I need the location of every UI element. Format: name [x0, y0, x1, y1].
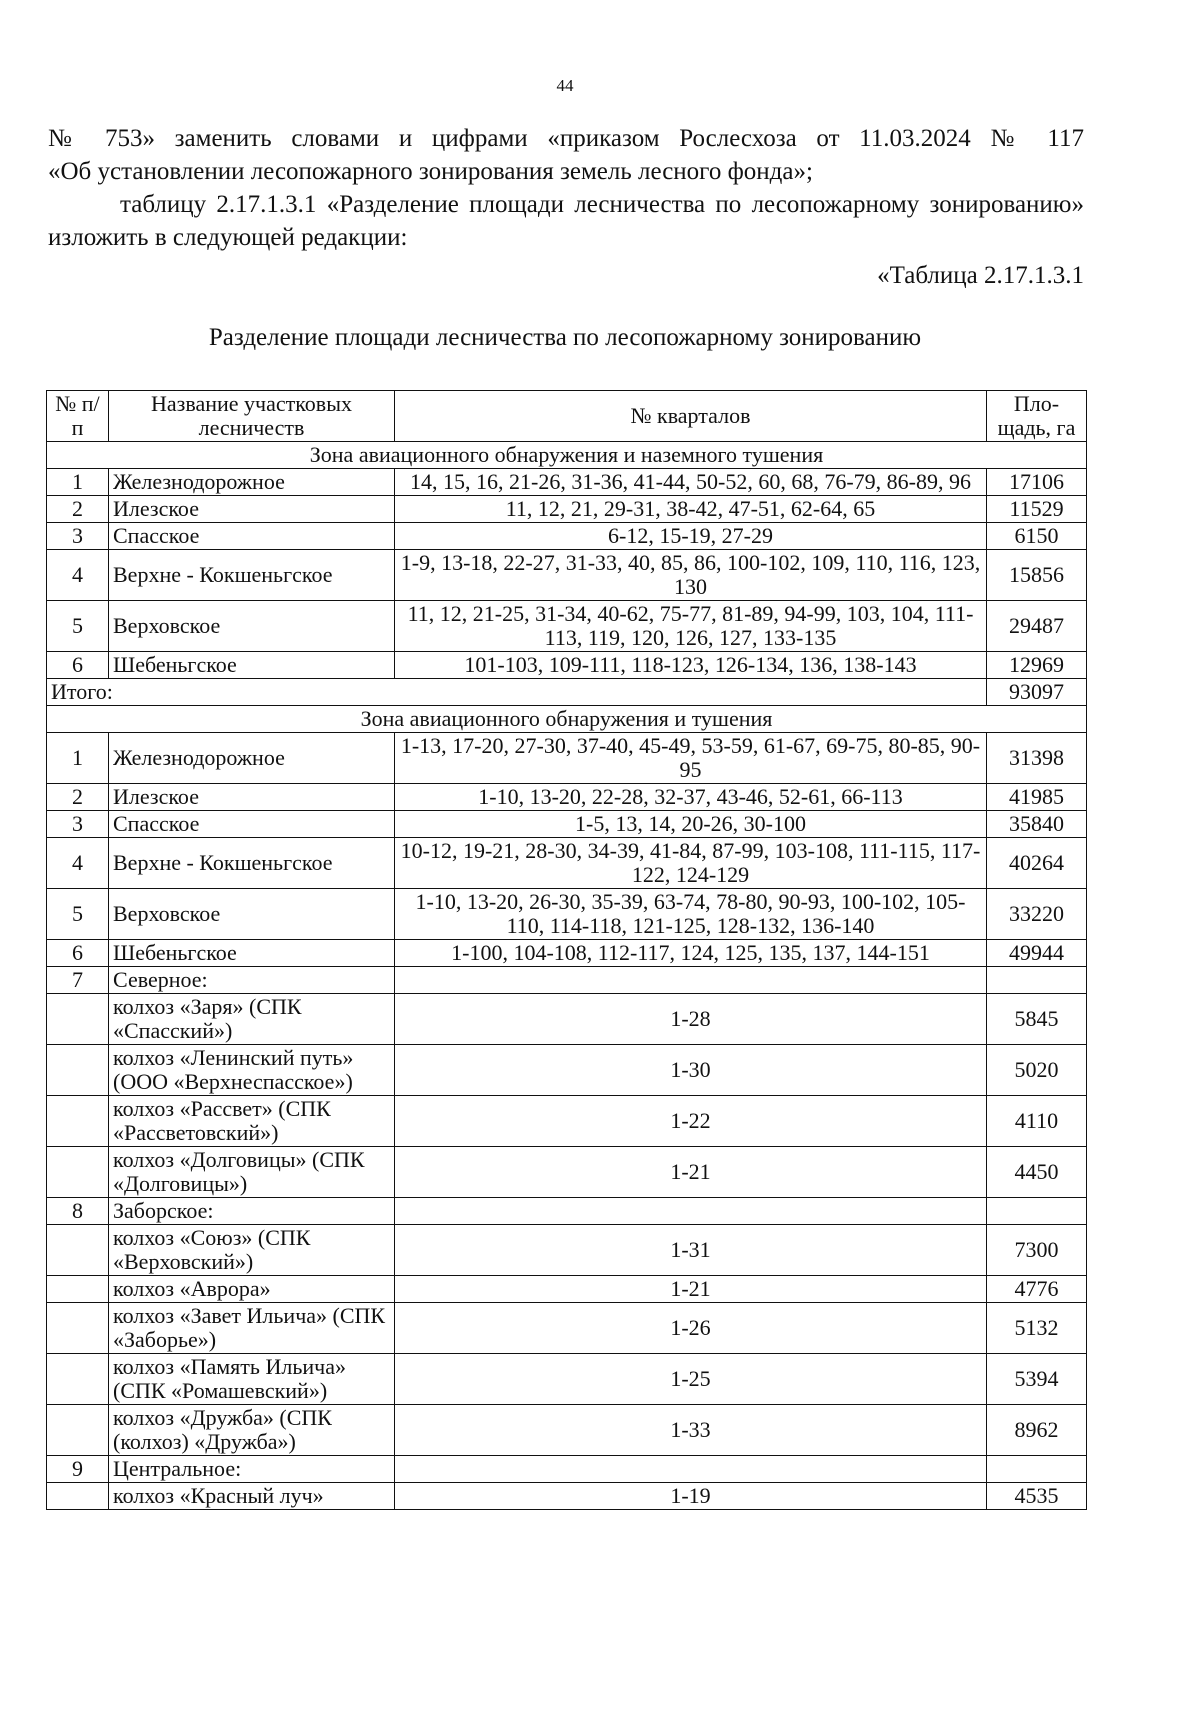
- row-number: [47, 1276, 109, 1303]
- area-value: 6150: [987, 523, 1087, 550]
- zone-title-row: [47, 706, 1087, 733]
- table-row: [47, 733, 1087, 784]
- area-value: 5020: [987, 1045, 1087, 1096]
- total-label: Итого:: [47, 679, 987, 706]
- table-row: [47, 1456, 1087, 1483]
- table-row: [47, 1198, 1087, 1225]
- row-number: [47, 994, 109, 1045]
- row-number: 9: [47, 1456, 109, 1483]
- row-number: [47, 1225, 109, 1276]
- forestry-name: колхоз «Ленинский путь» (ООО «Верхнеспасское»): [109, 1045, 395, 1096]
- intro-line-1: № 753» заменить словами и цифрами «приказом Рослесхоза от 11.03.2024 № 117: [48, 125, 1084, 152]
- row-number: 4: [47, 550, 109, 601]
- area-value: 35840: [987, 811, 1087, 838]
- table-row: [47, 1483, 1087, 1510]
- quarters-list: [395, 1198, 987, 1225]
- area-value: 7300: [987, 1225, 1087, 1276]
- quarters-list: 1-28: [395, 994, 987, 1045]
- table-row: [47, 811, 1087, 838]
- area-value: 17106: [987, 469, 1087, 496]
- quarters-list: 1-9, 13-18, 22-27, 31-33, 40, 85, 86, 100-102, 109, 110, 116, 123, 130: [395, 550, 987, 601]
- table-row: [47, 550, 1087, 601]
- table-row: [47, 1045, 1087, 1096]
- area-value: 11529: [987, 496, 1087, 523]
- table-row: [47, 1147, 1087, 1198]
- table-row: [47, 1225, 1087, 1276]
- quarters-list: 1-21: [395, 1276, 987, 1303]
- row-number: 1: [47, 469, 109, 496]
- area-value: 5394: [987, 1354, 1087, 1405]
- forestry-name: Заборское:: [109, 1198, 395, 1225]
- row-number: 5: [47, 601, 109, 652]
- table-row: [47, 1354, 1087, 1405]
- forestry-name: Верхне - Кокшеньгское: [109, 550, 395, 601]
- area-value: [987, 1198, 1087, 1225]
- quarters-list: 1-5, 13, 14, 20-26, 30-100: [395, 811, 987, 838]
- page-number: 44: [556, 76, 574, 95]
- quarters-list: 1-10, 13-20, 22-28, 32-37, 43-46, 52-61, 66-113: [395, 784, 987, 811]
- total-area: 93097: [987, 679, 1087, 706]
- forestry-name: Железнодорожное: [109, 733, 395, 784]
- quarters-list: 1-26: [395, 1303, 987, 1354]
- forestry-name: Верховское: [109, 889, 395, 940]
- forestry-name: колхоз «Заря» (СПК «Спасский»): [109, 994, 395, 1045]
- table-row: [47, 1405, 1087, 1456]
- header-num: № п/п: [47, 391, 109, 442]
- table-title: Разделение площади лесничества по лесопожарному зонированию: [208, 324, 922, 351]
- table-row: [47, 940, 1087, 967]
- quarters-list: 101-103, 109-111, 118-123, 126-134, 136, 138-143: [395, 652, 987, 679]
- row-number: [47, 1045, 109, 1096]
- total-row: [47, 679, 1087, 706]
- header-area: Пло-щадь, га: [987, 391, 1087, 442]
- quarters-list: 11, 12, 21-25, 31-34, 40-62, 75-77, 81-89, 94-99, 103, 104, 111-113, 119, 120, 126, 127, 133-135: [395, 601, 987, 652]
- forestry-name: Илезское: [109, 496, 395, 523]
- quarters-list: 1-100, 104-108, 112-117, 124, 125, 135, 137, 144-151: [395, 940, 987, 967]
- row-number: 5: [47, 889, 109, 940]
- quarters-list: 11, 12, 21, 29-31, 38-42, 47-51, 62-64, 65: [395, 496, 987, 523]
- quarters-list: 1-10, 13-20, 26-30, 35-39, 63-74, 78-80, 90-93, 100-102, 105-110, 114-118, 121-125, 128-132, 136-140: [395, 889, 987, 940]
- row-number: 6: [47, 652, 109, 679]
- quarters-list: 1-25: [395, 1354, 987, 1405]
- zone-title: Зона авиационного обнаружения и наземного тушения: [47, 442, 1087, 469]
- area-value: 41985: [987, 784, 1087, 811]
- quarters-list: 1-31: [395, 1225, 987, 1276]
- table-row: [47, 1303, 1087, 1354]
- row-number: 6: [47, 940, 109, 967]
- forestry-name: Шебеньгское: [109, 940, 395, 967]
- area-value: 12969: [987, 652, 1087, 679]
- quarters-list: 1-21: [395, 1147, 987, 1198]
- quarters-list: [395, 967, 987, 994]
- row-number: 3: [47, 811, 109, 838]
- area-value: 5132: [987, 1303, 1087, 1354]
- quarters-list: [395, 1456, 987, 1483]
- forestry-name: колхоз «Дружба» (СПК (колхоз) «Дружба»): [109, 1405, 395, 1456]
- forestry-name: колхоз «Долговицы» (СПК «Долговицы»): [109, 1147, 395, 1198]
- quarters-list: 1-13, 17-20, 27-30, 37-40, 45-49, 53-59, 61-67, 69-75, 80-85, 90-95: [395, 733, 987, 784]
- quarters-list: 14, 15, 16, 21-26, 31-36, 41-44, 50-52, 60, 68, 76-79, 86-89, 96: [395, 469, 987, 496]
- table-row: [47, 601, 1087, 652]
- table-body: [47, 442, 1087, 1510]
- forestry-name: Центральное:: [109, 1456, 395, 1483]
- table-row: [47, 1096, 1087, 1147]
- table-row: [47, 652, 1087, 679]
- row-number: [47, 1483, 109, 1510]
- area-value: 4110: [987, 1096, 1087, 1147]
- area-value: [987, 967, 1087, 994]
- forestry-name: колхоз «Завет Ильича» (СПК «Заборье»): [109, 1303, 395, 1354]
- table-row: [47, 994, 1087, 1045]
- forestry-name: Шебеньгское: [109, 652, 395, 679]
- quarters-list: 1-30: [395, 1045, 987, 1096]
- row-number: [47, 1303, 109, 1354]
- quarters-list: 6-12, 15-19, 27-29: [395, 523, 987, 550]
- area-value: 49944: [987, 940, 1087, 967]
- zoning-table: [46, 390, 1087, 1510]
- area-value: [987, 1456, 1087, 1483]
- header-quarters: № кварталов: [395, 391, 987, 442]
- quarters-list: 10-12, 19-21, 28-30, 34-39, 41-84, 87-99, 103-108, 111-115, 117-122, 124-129: [395, 838, 987, 889]
- quarters-list: 1-33: [395, 1405, 987, 1456]
- table-row: [47, 469, 1087, 496]
- area-value: 15856: [987, 550, 1087, 601]
- row-number: 4: [47, 838, 109, 889]
- table-row: [47, 523, 1087, 550]
- forestry-name: Верховское: [109, 601, 395, 652]
- area-value: 4535: [987, 1483, 1087, 1510]
- forestry-name: колхоз «Красный луч»: [109, 1483, 395, 1510]
- row-number: 2: [47, 496, 109, 523]
- row-number: [47, 1096, 109, 1147]
- area-value: 29487: [987, 601, 1087, 652]
- intro-line-2: «Об установлении лесопожарного зонирования земель лесного фонда»;: [48, 158, 813, 185]
- area-value: 4450: [987, 1147, 1087, 1198]
- row-number: 3: [47, 523, 109, 550]
- header-name: Название участковых лесничеств: [109, 391, 395, 442]
- table-row: [47, 838, 1087, 889]
- area-value: 5845: [987, 994, 1087, 1045]
- forestry-name: Железнодорожное: [109, 469, 395, 496]
- row-number: 2: [47, 784, 109, 811]
- table-row: [47, 784, 1087, 811]
- zone-title: Зона авиационного обнаружения и тушения: [47, 706, 1087, 733]
- forestry-name: колхоз «Память Ильича» (СПК «Ромашевский»): [109, 1354, 395, 1405]
- forestry-name: колхоз «Союз» (СПК «Верховский»): [109, 1225, 395, 1276]
- row-number: [47, 1354, 109, 1405]
- row-number: [47, 1405, 109, 1456]
- forestry-name: колхоз «Рассвет» (СПК «Рассветовский»): [109, 1096, 395, 1147]
- row-number: 7: [47, 967, 109, 994]
- row-number: 8: [47, 1198, 109, 1225]
- table-row: [47, 967, 1087, 994]
- intro-text: [48, 122, 1084, 254]
- table-caption: «Таблица 2.17.1.3.1: [877, 262, 1084, 289]
- table-header-row: [47, 391, 1087, 442]
- row-number: 1: [47, 733, 109, 784]
- zone-title-row: [47, 442, 1087, 469]
- forestry-name: Спасское: [109, 523, 395, 550]
- intro-line-3: таблицу 2.17.1.3.1 «Разделение площади лесничества по лесопожарному зонированию» изложить в следующей редакции:: [48, 191, 1084, 251]
- forestry-name: Спасское: [109, 811, 395, 838]
- forestry-name: Верхне - Кокшеньгское: [109, 838, 395, 889]
- table-row: [47, 496, 1087, 523]
- area-value: 8962: [987, 1405, 1087, 1456]
- table-row: [47, 1276, 1087, 1303]
- area-value: 40264: [987, 838, 1087, 889]
- area-value: 4776: [987, 1276, 1087, 1303]
- forestry-name: колхоз «Аврора»: [109, 1276, 395, 1303]
- forestry-name: Северное:: [109, 967, 395, 994]
- area-value: 31398: [987, 733, 1087, 784]
- area-value: 33220: [987, 889, 1087, 940]
- forestry-name: Илезское: [109, 784, 395, 811]
- table-row: [47, 889, 1087, 940]
- quarters-list: 1-22: [395, 1096, 987, 1147]
- quarters-list: 1-19: [395, 1483, 987, 1510]
- row-number: [47, 1147, 109, 1198]
